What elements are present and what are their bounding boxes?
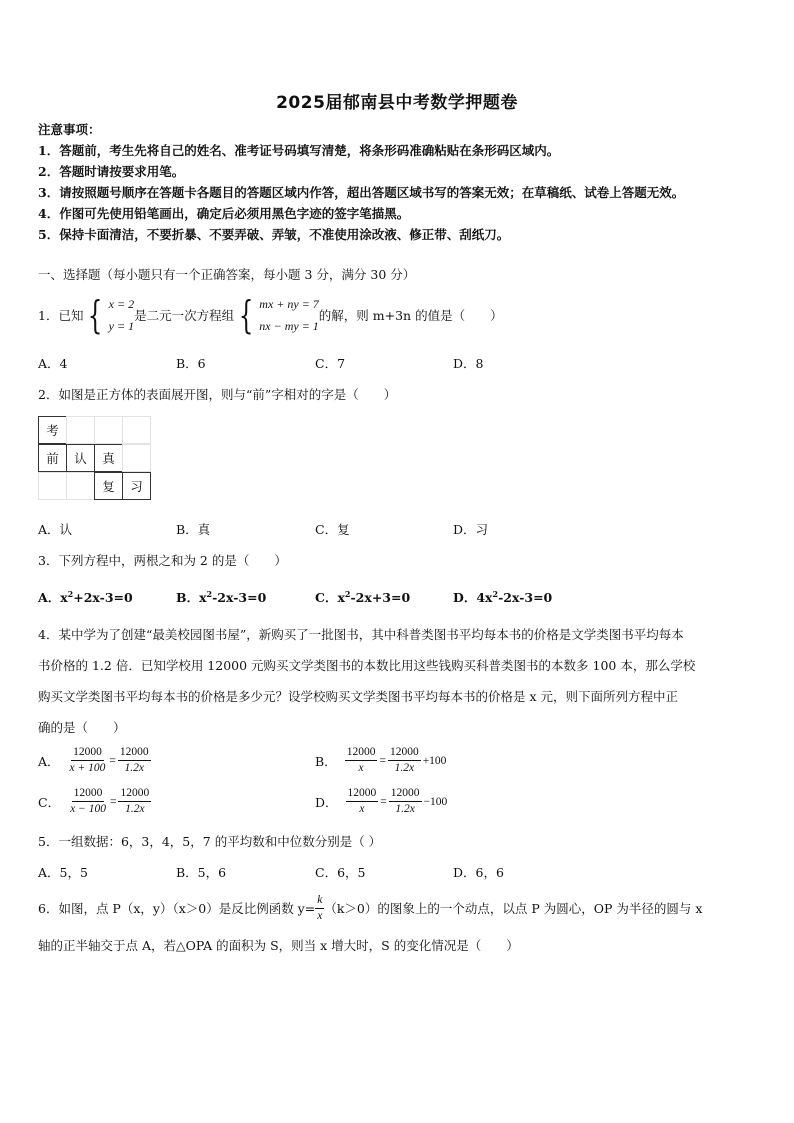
system-line: mx + ny = 7 [259, 297, 319, 311]
q6-text: 6．如图，点 P（x，y）（x＞0）是反比例函数 y= [38, 901, 316, 916]
denominator: 1.2x [125, 803, 145, 815]
q3-option-c[interactable] [315, 588, 410, 606]
option-term: -2x+3=0 [350, 590, 411, 605]
q5-option-c[interactable]: C．6，5 [315, 865, 366, 880]
option-label: C． [38, 794, 61, 810]
denominator: x + 100 [69, 762, 106, 774]
numerator: 12000 [345, 745, 378, 761]
numerator: 12000 [72, 786, 105, 802]
net-empty [66, 472, 95, 500]
denominator: x − 100 [70, 803, 106, 815]
exponent: 2 [344, 588, 351, 599]
q4-option-d[interactable] [315, 786, 449, 817]
brace-icon: { [88, 293, 103, 337]
net-cell: 认 [66, 444, 95, 472]
option-label: B． [315, 753, 337, 769]
q1-option-d[interactable]: D．8 [453, 356, 484, 371]
numerator: 12000 [389, 786, 422, 802]
option-label: D． [315, 794, 338, 810]
equals-sign: = [380, 795, 387, 808]
brace-icon: { [238, 293, 254, 337]
system-line: y = 1 [108, 319, 135, 333]
notice-item: 2．答题时请按要求用笔。 [38, 164, 185, 179]
q4-option-a[interactable] [38, 745, 155, 776]
question-2: 2．如图是正方体的表面展开图，则与“前”字相对的字是（ ） [38, 387, 397, 402]
option-label: A． [38, 753, 60, 769]
q3-option-d[interactable] [453, 588, 552, 606]
option-term: 4x [476, 590, 493, 605]
question-5: 5．一组数据：6，3，4，5，7 的平均数和中位数分别是（ ） [38, 834, 382, 849]
net-empty [66, 416, 95, 444]
numerator: 12000 [388, 745, 421, 761]
option-label: C． [315, 590, 338, 605]
option-term: x [199, 590, 207, 605]
q3-option-b[interactable] [176, 588, 266, 606]
numerator: 12000 [71, 745, 104, 761]
fraction [345, 745, 378, 776]
notice-item: 1．答题前，考生先将自己的姓名、准考证号码填写清楚，将条形码准确粘贴在条形码区域内。 [38, 143, 560, 158]
system-line: nx − my = 1 [259, 319, 319, 333]
exponent: 2 [492, 588, 499, 599]
fraction [68, 745, 108, 776]
net-empty [122, 444, 151, 472]
question-6-line: 轴的正半轴交于点 A，若△OPA 的面积为 S，则当 x 增大时，S 的变化情况是（ ） [38, 938, 519, 953]
q4-option-c[interactable] [38, 786, 155, 817]
question-4-line: 4．某中学为了创建“最美校园图书屋”，新购买了一批图书，其中科普类图书平均每本书的价格是文学类图书平均每本 [38, 627, 684, 642]
q5-option-a[interactable]: A．5，5 [38, 865, 88, 880]
fraction [118, 786, 151, 817]
net-empty [38, 472, 67, 500]
net-cell: 真 [94, 444, 123, 472]
page-title: 2025届郁南县中考数学押题卷 [276, 93, 518, 113]
option-term: +2x-3=0 [73, 590, 133, 605]
net-empty [94, 416, 123, 444]
q2-option-c[interactable]: C．复 [315, 522, 350, 537]
denominator: x [317, 909, 323, 922]
q4-option-b[interactable] [315, 745, 448, 776]
q6-text: （k＞0）的图象上的一个动点，以点 P 为圆心，OP 为半径的圆与 x [324, 901, 703, 916]
option-label: D． [453, 590, 477, 605]
net-cell: 考 [38, 416, 67, 444]
fraction [68, 786, 108, 817]
system-line: x = 2 [108, 297, 135, 311]
option-term: -2x-3=0 [212, 590, 267, 605]
numerator: k [315, 893, 324, 909]
tail-term: −100 [423, 795, 448, 808]
q2-option-d[interactable]: D．习 [453, 522, 489, 537]
question-6-line [38, 888, 702, 928]
equals-sign: = [109, 754, 116, 767]
q2-option-a[interactable]: A．认 [38, 522, 73, 537]
cube-net-figure [38, 413, 158, 505]
net-cell: 复 [94, 472, 123, 500]
denominator: x [359, 803, 365, 815]
notice-item: 5．保持卡面清洁，不要折暴、不要弄破、弄皱，不准使用涂改液、修正带、刮纸刀。 [38, 227, 510, 242]
q1-option-c[interactable]: C．7 [315, 356, 346, 371]
net-cell: 前 [38, 444, 67, 472]
numerator: 12000 [346, 786, 379, 802]
denominator: 1.2x [394, 762, 415, 774]
fraction [389, 786, 422, 817]
q3-option-a[interactable] [38, 588, 133, 606]
exponent: 2 [67, 588, 74, 599]
denominator: 1.2x [395, 803, 415, 815]
tail-term: +100 [422, 754, 447, 767]
fraction [346, 786, 379, 817]
question-4-line: 书价格的 1.2 倍．已知学校用 12000 元购买文学类图书的本数比用这些钱购买科普类图书的本数多 100 本，那么学校 [38, 658, 696, 673]
equals-sign: = [379, 754, 386, 767]
q1-mid: 是二元一次方程组 [134, 308, 235, 323]
denominator: 1.2x [124, 762, 145, 774]
notice-item: 4．作图可先使用铅笔画出，确定后必须用黑色字迹的签字笔描黑。 [38, 206, 410, 221]
equation-system [234, 293, 319, 337]
option-label: A． [38, 590, 61, 605]
numerator: 12000 [118, 786, 151, 802]
notice-item: 3．请按照题号顺序在答题卡各题目的答题区域内作答，超出答题区域书写的答案无效；在草稿纸、试卷上答题无效。 [38, 185, 685, 200]
option-term: x [337, 590, 345, 605]
option-term: x [60, 590, 68, 605]
numerator: 12000 [118, 745, 151, 761]
q5-option-b[interactable]: B．5，6 [176, 865, 227, 880]
equation-system-solution [83, 293, 134, 337]
q5-option-d[interactable]: D．6，6 [453, 865, 504, 880]
question-3: 3．下列方程中，两根之和为 2 的是（ ） [38, 553, 287, 568]
section-heading: 一、选择题（每小题只有一个正确答案，每小题 3 分，满分 30 分） [38, 267, 416, 282]
fraction [315, 893, 324, 924]
question-4-line: 确的是（ ） [38, 720, 126, 735]
net-cell: 习 [122, 472, 151, 500]
q1-option-b[interactable]: B．6 [176, 356, 206, 371]
fraction [118, 745, 151, 776]
exponent: 2 [206, 588, 213, 599]
question-4-line: 购买文学类图书平均每本书的价格是多少元？设学校购买文学类图书平均每本书的价格是 x 元，则下面所列方程中正 [38, 689, 678, 704]
option-label: B． [176, 590, 200, 605]
q1-suffix: 的解，则 m+3n 的值是（ ） [318, 308, 503, 323]
option-term: -2x-3=0 [498, 590, 553, 605]
net-empty [122, 416, 151, 444]
notice-heading: 注意事项： [38, 122, 101, 137]
q2-option-b[interactable]: B．真 [176, 522, 211, 537]
q1-prefix: 1．已知 [38, 308, 84, 323]
denominator: x [358, 762, 364, 774]
q1-option-a[interactable]: A．4 [38, 356, 68, 371]
question-1 [38, 290, 503, 340]
equals-sign: = [109, 795, 117, 808]
fraction [388, 745, 421, 776]
